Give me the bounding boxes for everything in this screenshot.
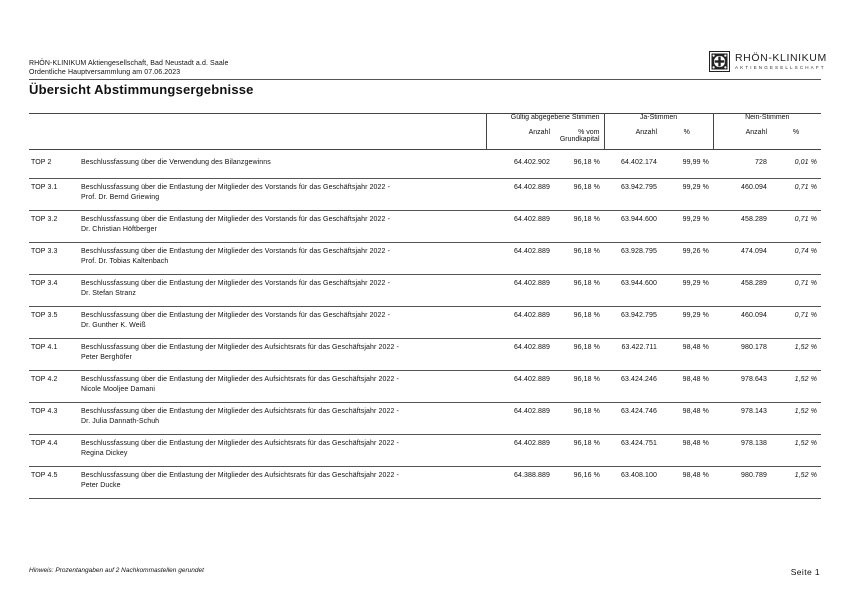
header-no-count: Anzahl [713, 129, 771, 150]
valid-votes-count: 64.402.889 [486, 339, 554, 371]
table-row [29, 435, 821, 467]
resolution-description [81, 435, 486, 467]
agenda-item: TOP 4.4 [29, 435, 81, 467]
yes-votes-count: 63.928.795 [604, 243, 661, 275]
table-row [29, 275, 821, 307]
valid-votes-pct-capital: 96,18 % [554, 154, 604, 179]
header-valid-pct-capital: % vom Grundkapital [554, 129, 604, 150]
header-valid-count: Anzahl [486, 129, 554, 150]
yes-votes-pct: 98,48 % [661, 435, 713, 467]
valid-votes-count: 64.402.889 [486, 211, 554, 243]
yes-votes-pct: 98,48 % [661, 371, 713, 403]
resolution-description [81, 307, 486, 339]
no-votes-count: 458.289 [713, 211, 771, 243]
valid-votes-count: 64.388.889 [486, 467, 554, 499]
yes-votes-pct: 98,48 % [661, 403, 713, 435]
table-row [29, 307, 821, 339]
logo-subline: AKTIENGESELLSCHAFT [735, 65, 826, 70]
no-votes-pct: 1,52 % [771, 371, 821, 403]
agenda-item: TOP 4.3 [29, 403, 81, 435]
valid-votes-count: 64.402.889 [486, 435, 554, 467]
table-row [29, 211, 821, 243]
company-name: RHÖN-KLINIKUM Aktiengesellschaft, Bad Neustadt a.d. Saale [29, 60, 229, 67]
yes-votes-pct: 98,48 % [661, 339, 713, 371]
valid-votes-count: 64.402.889 [486, 243, 554, 275]
yes-votes-pct: 98,48 % [661, 467, 713, 499]
yes-votes-pct: 99,29 % [661, 179, 713, 211]
resolution-text: Beschlussfassung über die Entlastung der Mitglieder des Aufsichtsrats für das Geschäftsjahr 2022 - [81, 408, 399, 415]
valid-votes-pct-capital: 96,18 % [554, 211, 604, 243]
no-votes-count: 474.094 [713, 243, 771, 275]
no-votes-pct: 1,52 % [771, 339, 821, 371]
yes-votes-pct: 99,29 % [661, 211, 713, 243]
resolution-text: Beschlussfassung über die Entlastung der Mitglieder des Vorstands für das Geschäftsjahr 2022 - [81, 248, 391, 255]
agenda-item: TOP 2 [29, 154, 81, 179]
yes-votes-count: 63.944.600 [604, 275, 661, 307]
valid-votes-pct-capital: 96,18 % [554, 179, 604, 211]
agenda-item: TOP 3.1 [29, 179, 81, 211]
no-votes-pct: 0,71 % [771, 275, 821, 307]
valid-votes-count: 64.402.902 [486, 154, 554, 179]
logo-wordmark: RHÖN-KLINIKUM [735, 52, 827, 64]
table-row [29, 403, 821, 435]
resolution-text: Beschlussfassung über die Entlastung der Mitglieder des Vorstands für das Geschäftsjahr 2022 - [81, 312, 391, 319]
resolution-description [81, 154, 486, 179]
valid-votes-pct-capital: 96,18 % [554, 307, 604, 339]
resolution-description [81, 211, 486, 243]
resolution-description [81, 243, 486, 275]
rounding-note: Hinweis: Prozentangaben auf 2 Nachkommastellen gerundet [29, 567, 204, 574]
board-member-name: Peter Ducke [81, 482, 121, 489]
yes-votes-count: 63.424.746 [604, 403, 661, 435]
valid-votes-count: 64.402.889 [486, 307, 554, 339]
board-member-name: Regina Dickey [81, 450, 128, 457]
resolution-text: Beschlussfassung über die Verwendung des Bilanzgewinns [81, 159, 271, 166]
resolution-text: Beschlussfassung über die Entlastung der Mitglieder des Aufsichtsrats für das Geschäftsjahr 2022 - [81, 344, 399, 351]
resolution-description [81, 179, 486, 211]
board-member-name: Dr. Stefan Stranz [81, 290, 137, 297]
valid-votes-pct-capital: 96,18 % [554, 403, 604, 435]
table-row [29, 467, 821, 499]
table-row [29, 154, 821, 179]
yes-votes-count: 64.402.174 [604, 154, 661, 179]
table-header-subcolumn-row [29, 129, 821, 150]
no-votes-count: 458.289 [713, 275, 771, 307]
yes-votes-count: 63.942.795 [604, 179, 661, 211]
table-row [29, 243, 821, 275]
yes-votes-count: 63.942.795 [604, 307, 661, 339]
header-empty-cell [29, 129, 486, 150]
valid-votes-count: 64.402.889 [486, 179, 554, 211]
resolution-text: Beschlussfassung über die Entlastung der Mitglieder des Aufsichtsrats für das Geschäftsjahr 2022 - [81, 376, 399, 383]
agenda-item: TOP 4.5 [29, 467, 81, 499]
resolution-text: Beschlussfassung über die Entlastung der Mitglieder des Vorstands für das Geschäftsjahr 2022 - [81, 216, 391, 223]
agenda-item: TOP 4.1 [29, 339, 81, 371]
voting-results-table [29, 113, 821, 499]
header-no-votes: Nein-Stimmen [713, 114, 821, 130]
rhoen-klinikum-logo-icon [709, 51, 730, 72]
valid-votes-pct-capital: 96,18 % [554, 243, 604, 275]
no-votes-count: 728 [713, 154, 771, 179]
valid-votes-pct-capital: 96,18 % [554, 275, 604, 307]
resolution-text: Beschlussfassung über die Entlastung der Mitglieder des Vorstands für das Geschäftsjahr 2022 - [81, 184, 391, 191]
board-member-name: Dr. Gunther K. Weiß [81, 322, 146, 329]
company-logo [709, 51, 827, 77]
yes-votes-pct: 99,99 % [661, 154, 713, 179]
no-votes-pct: 0,01 % [771, 154, 821, 179]
resolution-description [81, 371, 486, 403]
header-yes-votes: Ja-Stimmen [604, 114, 713, 130]
header-divider [29, 79, 821, 80]
yes-votes-pct: 99,29 % [661, 307, 713, 339]
no-votes-pct: 1,52 % [771, 435, 821, 467]
yes-votes-count: 63.424.751 [604, 435, 661, 467]
no-votes-count: 980.789 [713, 467, 771, 499]
no-votes-count: 978.643 [713, 371, 771, 403]
yes-votes-count: 63.408.100 [604, 467, 661, 499]
header-yes-pct: % [661, 129, 713, 150]
valid-votes-pct-capital: 96,16 % [554, 467, 604, 499]
board-member-name: Prof. Dr. Bernd Griewing [81, 194, 160, 201]
no-votes-count: 460.094 [713, 307, 771, 339]
table-row [29, 371, 821, 403]
resolution-description [81, 467, 486, 499]
header-no-pct: % [771, 129, 821, 150]
board-member-name: Dr. Christian Höftberger [81, 226, 157, 233]
resolution-text: Beschlussfassung über die Entlastung der Mitglieder des Aufsichtsrats für das Geschäftsjahr 2022 - [81, 472, 399, 479]
resolution-text: Beschlussfassung über die Entlastung der Mitglieder des Vorstands für das Geschäftsjahr 2022 - [81, 280, 391, 287]
no-votes-pct: 0,74 % [771, 243, 821, 275]
no-votes-pct: 0,71 % [771, 307, 821, 339]
agenda-item: TOP 3.5 [29, 307, 81, 339]
no-votes-pct: 0,71 % [771, 179, 821, 211]
yes-votes-pct: 99,29 % [661, 275, 713, 307]
page-number: Seite 1 [790, 567, 820, 577]
valid-votes-pct-capital: 96,18 % [554, 371, 604, 403]
agenda-item: TOP 3.3 [29, 243, 81, 275]
agenda-item: TOP 3.4 [29, 275, 81, 307]
table-row [29, 179, 821, 211]
no-votes-pct: 1,52 % [771, 403, 821, 435]
board-member-name: Dr. Julia Dannath-Schuh [81, 418, 160, 425]
no-votes-pct: 0,71 % [771, 211, 821, 243]
board-member-name: Prof. Dr. Tobias Kaltenbach [81, 258, 169, 265]
agenda-item: TOP 3.2 [29, 211, 81, 243]
board-member-name: Nicole Mooljee Damani [81, 386, 156, 393]
table-header-group-row [29, 114, 821, 130]
meeting-info: Ordentliche Hauptversammlung am 07.06.2023 [29, 69, 181, 76]
valid-votes-count: 64.402.889 [486, 275, 554, 307]
no-votes-count: 460.094 [713, 179, 771, 211]
valid-votes-count: 64.402.889 [486, 403, 554, 435]
no-votes-count: 978.143 [713, 403, 771, 435]
yes-votes-count: 63.944.600 [604, 211, 661, 243]
yes-votes-pct: 99,26 % [661, 243, 713, 275]
table-row [29, 339, 821, 371]
board-member-name: Peter Berghöfer [81, 354, 132, 361]
no-votes-pct: 1,52 % [771, 467, 821, 499]
yes-votes-count: 63.422.711 [604, 339, 661, 371]
agenda-item: TOP 4.2 [29, 371, 81, 403]
no-votes-count: 978.138 [713, 435, 771, 467]
valid-votes-pct-capital: 96,18 % [554, 339, 604, 371]
valid-votes-count: 64.402.889 [486, 371, 554, 403]
resolution-text: Beschlussfassung über die Entlastung der Mitglieder des Aufsichtsrats für das Geschäftsjahr 2022 - [81, 440, 399, 447]
resolution-description [81, 339, 486, 371]
valid-votes-pct-capital: 96,18 % [554, 435, 604, 467]
header-valid-votes: Gültig abgegebene Stimmen [486, 114, 604, 130]
resolution-description [81, 403, 486, 435]
yes-votes-count: 63.424.246 [604, 371, 661, 403]
header-yes-count: Anzahl [604, 129, 661, 150]
resolution-description [81, 275, 486, 307]
results-body [29, 154, 821, 499]
no-votes-count: 980.178 [713, 339, 771, 371]
page-title: Übersicht Abstimmungsergebnisse [29, 82, 254, 97]
header-empty-cell [29, 114, 486, 130]
